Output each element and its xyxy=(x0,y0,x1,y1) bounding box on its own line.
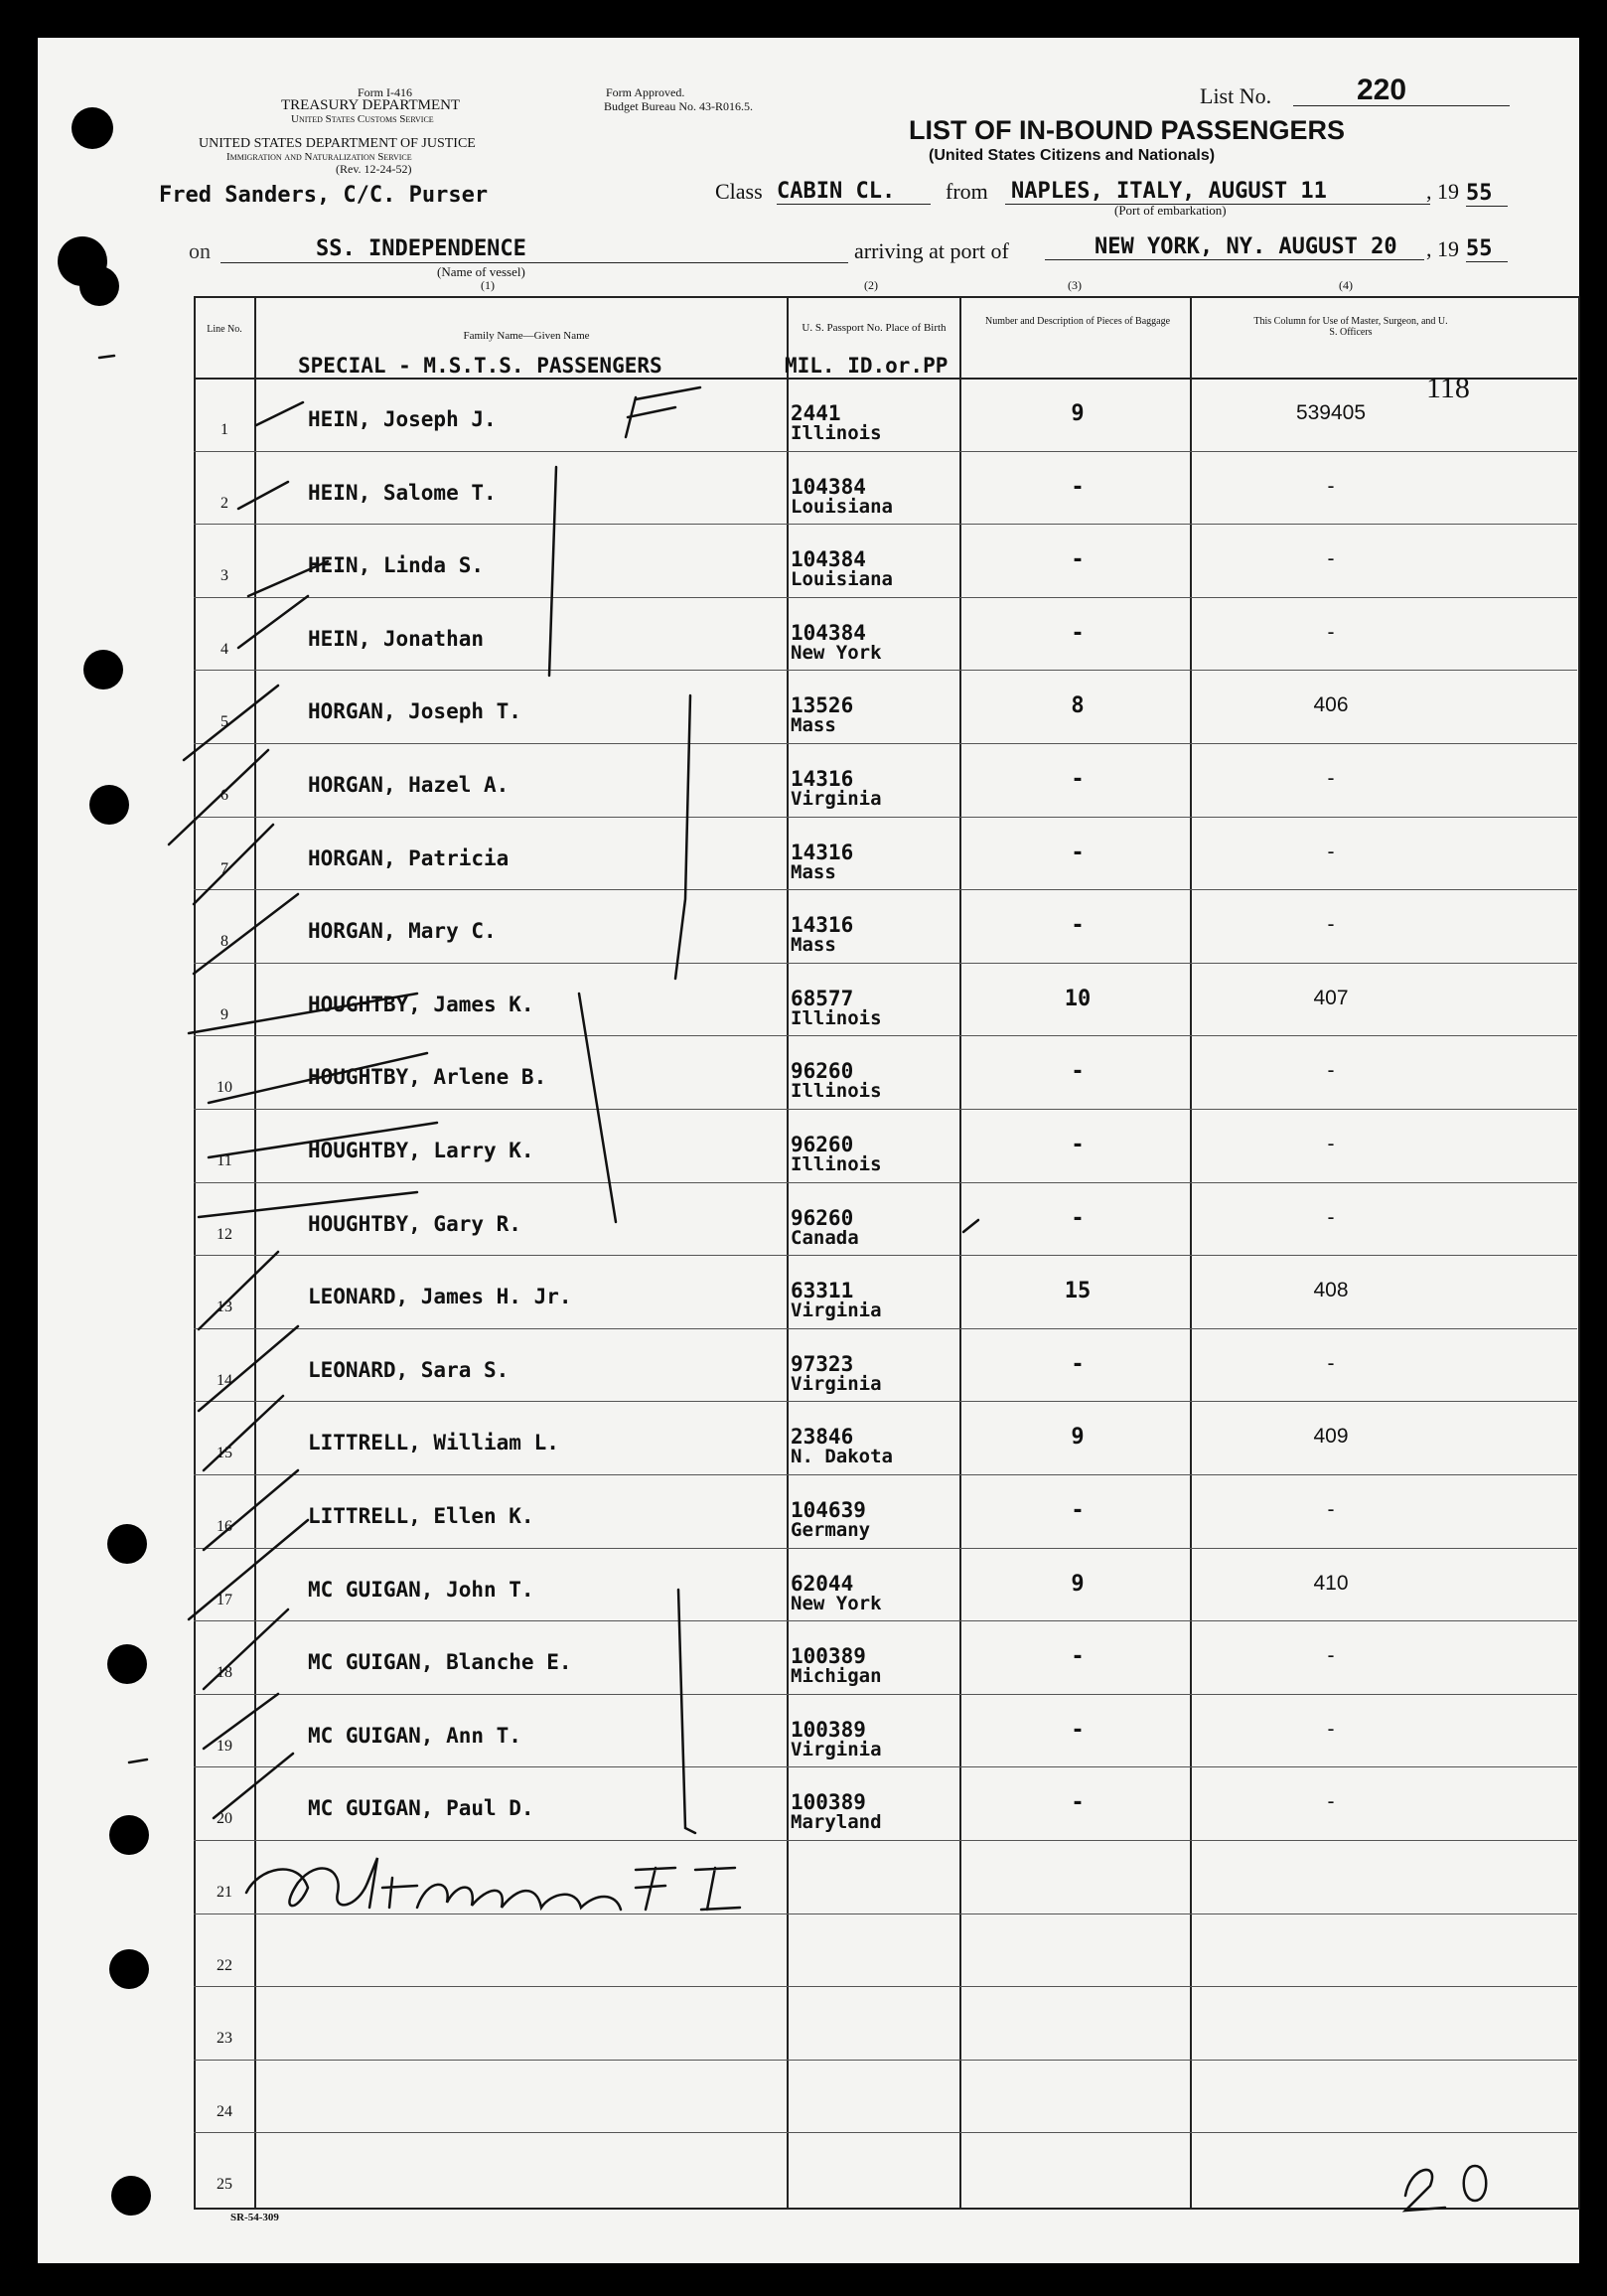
passport-number: 100389 xyxy=(791,1790,866,1815)
line-number: 14 xyxy=(217,1371,232,1389)
check-mark xyxy=(238,482,288,509)
passport-number: 96260 xyxy=(791,1133,854,1156)
line-number: 5 xyxy=(220,713,228,731)
baggage-count: - xyxy=(1071,1133,1085,1157)
baggage-count: 10 xyxy=(1064,986,1092,1011)
baggage-count: - xyxy=(1071,1717,1085,1743)
passenger-name: HEIN, Jonathan xyxy=(308,626,485,651)
check-mark xyxy=(199,1326,298,1411)
form-subtitle: (United States Citizens and Nationals) xyxy=(929,147,1216,164)
officer-use-value: - xyxy=(1327,1133,1335,1155)
year-prefix: , 19 xyxy=(1426,179,1459,204)
place-of-birth: Illinois xyxy=(791,1006,882,1029)
check-mark xyxy=(248,561,328,596)
place-of-birth: Louisiana xyxy=(791,568,893,591)
purser-name: Fred Sanders, C/C. Purser xyxy=(159,183,489,208)
check-mark xyxy=(199,1192,417,1217)
line-number: 4 xyxy=(220,640,228,658)
check-mark xyxy=(199,1252,278,1329)
place-of-birth: Virginia xyxy=(791,1300,882,1322)
check-mark xyxy=(189,994,417,1033)
passport-number: 100389 xyxy=(791,1644,866,1669)
line-number: 3 xyxy=(220,567,228,585)
ins-service: Immigration and Naturalization Service xyxy=(226,151,412,163)
officer-use-value: - xyxy=(1327,1498,1335,1521)
passenger-name: MC GUIGAN, Blanche E. xyxy=(308,1650,572,1675)
check-mark xyxy=(204,1470,298,1550)
officer-use-value: - xyxy=(1327,1644,1335,1668)
line-number: 10 xyxy=(217,1079,232,1097)
passport-number: 13526 xyxy=(791,693,854,718)
place-of-birth: N. Dakota xyxy=(791,1446,893,1468)
place-of-birth: Virginia xyxy=(791,788,882,810)
from-label: from xyxy=(946,179,988,204)
baggage-count: 15 xyxy=(1064,1279,1092,1304)
officer-use-value: 410 xyxy=(1313,1571,1349,1595)
passenger-name: HOUGHTBY, Gary R. xyxy=(308,1211,521,1236)
col3-number: (3) xyxy=(1068,278,1082,292)
line-number: 19 xyxy=(217,1737,232,1755)
line-number: 1 xyxy=(220,421,228,438)
passport-number: 62044 xyxy=(791,1571,854,1596)
revision: (Rev. 12-24-52) xyxy=(336,162,412,176)
arriving-value: NEW YORK, NY. AUGUST 20 xyxy=(1045,234,1424,260)
passenger-name: HORGAN, Mary C. xyxy=(308,919,497,944)
baggage-count: - xyxy=(1071,1498,1085,1523)
passport-number: 104384 xyxy=(791,474,866,499)
vessel-name: SS. INDEPENDENCE xyxy=(316,236,526,261)
check-mark xyxy=(214,1754,293,1818)
line-number: 6 xyxy=(220,787,228,804)
officer-use-value: 408 xyxy=(1313,1279,1349,1302)
customs-service: United States Customs Service xyxy=(291,113,434,125)
place-of-birth: Maryland xyxy=(791,1811,882,1834)
check-mark xyxy=(194,894,298,974)
line-number: 24 xyxy=(217,2102,232,2120)
officer-use-value: - xyxy=(1327,1205,1335,1229)
check-mark xyxy=(204,1694,278,1749)
group-label: SPECIAL - M.S.T.S. PASSENGERS xyxy=(298,354,662,378)
passport-number: 23846 xyxy=(791,1425,854,1450)
baggage-count: 8 xyxy=(1071,693,1085,719)
passenger-name: LITTRELL, Ellen K. xyxy=(308,1504,534,1528)
line-number: 20 xyxy=(217,1810,232,1828)
passenger-name: HOUGHTBY, James K. xyxy=(308,992,534,1016)
officer-use-value: - xyxy=(1327,474,1335,498)
baggage-count: - xyxy=(1071,1205,1085,1231)
page-mark: 118 xyxy=(1426,372,1470,404)
officer-use-value: - xyxy=(1327,1059,1335,1083)
baggage-count: - xyxy=(1071,620,1085,646)
officer-use-value: - xyxy=(1327,620,1335,644)
tick-mark xyxy=(963,1220,978,1232)
baggage-count: - xyxy=(1071,1059,1085,1085)
line-number: 7 xyxy=(220,859,228,877)
form-approved: Form Approved. xyxy=(606,85,685,99)
place-of-birth: Virginia xyxy=(791,1738,882,1760)
passenger-name: HEIN, Linda S. xyxy=(308,553,485,578)
passport-number: 2441 xyxy=(791,401,841,425)
hdr-baggage: Number and Description of Pieces of Baggage xyxy=(984,316,1171,327)
place-of-birth: Mass xyxy=(791,860,836,883)
line-number: 8 xyxy=(220,933,228,951)
line-number: 9 xyxy=(220,1005,228,1023)
list-no-label: List No. xyxy=(1200,83,1272,108)
col2-number: (2) xyxy=(864,278,878,292)
baggage-count: - xyxy=(1071,840,1085,865)
justice-dept: UNITED STATES DEPARTMENT OF JUSTICE xyxy=(199,136,476,151)
hdr-officers: This Column for Use of Master, Surgeon, and U. S. Officers xyxy=(1253,316,1448,338)
check-mark xyxy=(184,686,278,760)
form-title: LIST OF IN-BOUND PASSENGERS xyxy=(909,115,1346,145)
line-number: 11 xyxy=(217,1152,232,1169)
line-number: 2 xyxy=(220,494,228,512)
passenger-name: HEIN, Joseph J. xyxy=(308,407,497,431)
passport-number: 14316 xyxy=(791,913,854,938)
bracket-mark xyxy=(675,695,690,979)
arriving-label: arriving at port of xyxy=(854,238,1009,263)
place-of-birth: Illinois xyxy=(791,1080,882,1103)
place-of-birth: New York xyxy=(791,641,882,664)
stray-dash xyxy=(99,356,114,358)
budget-bureau: Budget Bureau No. 43-R016.5. xyxy=(604,99,753,113)
col4-number: (4) xyxy=(1339,278,1353,292)
line-number: 12 xyxy=(217,1225,232,1243)
check-mark xyxy=(209,1123,437,1157)
check-mark xyxy=(238,596,308,648)
passenger-name: HORGAN, Hazel A. xyxy=(308,773,510,797)
bracket-mark xyxy=(549,467,556,676)
check-mark xyxy=(204,1609,288,1689)
year-1: 55 xyxy=(1466,181,1508,207)
col1-number: (1) xyxy=(481,278,495,292)
passport-number: 96260 xyxy=(791,1059,854,1084)
bracket-mark xyxy=(579,994,616,1222)
passport-number: 100389 xyxy=(791,1717,866,1742)
group-id-label: MIL. ID.or.PP xyxy=(785,354,949,378)
baggage-count: 9 xyxy=(1071,1425,1085,1451)
baggage-count: - xyxy=(1071,1351,1085,1377)
handwritten-f xyxy=(626,387,700,437)
passport-number: 104384 xyxy=(791,547,866,572)
passenger-name: MC GUIGAN, Ann T. xyxy=(308,1723,521,1748)
stray-dash xyxy=(129,1760,147,1762)
check-mark xyxy=(204,1396,283,1470)
hdr-name: Family Name—Given Name xyxy=(463,330,590,342)
from-value: NAPLES, ITALY, AUGUST 11 xyxy=(1005,179,1430,205)
passenger-name: LITTRELL, William L. xyxy=(308,1431,559,1455)
passport-number: 104639 xyxy=(791,1498,866,1522)
place-of-birth: Michigan xyxy=(791,1665,882,1688)
baggage-count: - xyxy=(1071,474,1085,500)
hdr-line-no: Line No. xyxy=(207,324,242,335)
place-of-birth: Germany xyxy=(791,1519,871,1541)
form-number: Form I-416 xyxy=(358,85,412,99)
baggage-count: - xyxy=(1071,913,1085,939)
footer-code: SR-54-309 xyxy=(230,2212,279,2223)
officer-use-value: - xyxy=(1327,767,1335,790)
place-of-birth: New York xyxy=(791,1592,882,1614)
line-number: 22 xyxy=(217,1956,232,1974)
officer-use-value: - xyxy=(1327,1790,1335,1814)
passport-number: 63311 xyxy=(791,1279,854,1303)
line-number: 17 xyxy=(217,1591,232,1608)
hdr-passport: U. S. Passport No. Place of Birth xyxy=(802,322,947,334)
place-of-birth: Illinois xyxy=(791,1153,882,1175)
passenger-name: MC GUIGAN, Paul D. xyxy=(308,1796,534,1821)
port-embarkation-label: (Port of embarkation) xyxy=(1114,203,1227,218)
check-mark xyxy=(194,825,273,904)
bracket-mark xyxy=(678,1590,695,1833)
line-number: 23 xyxy=(217,2030,232,2048)
baggage-count: 9 xyxy=(1071,401,1085,426)
officer-use-value: - xyxy=(1327,547,1335,571)
line-number: 16 xyxy=(217,1518,232,1535)
place-of-birth: Mass xyxy=(791,714,836,737)
passport-number: 68577 xyxy=(791,986,854,1010)
passport-number: 14316 xyxy=(791,767,854,791)
officer-use-value: 407 xyxy=(1313,986,1349,1009)
check-mark xyxy=(256,402,303,425)
passport-number: 104384 xyxy=(791,620,866,645)
line-number: 18 xyxy=(217,1664,232,1682)
passenger-name: HOUGHTBY, Arlene B. xyxy=(308,1065,547,1090)
line-number: 21 xyxy=(217,1884,232,1901)
handwritten-signature xyxy=(246,1858,740,1910)
on-label: on xyxy=(189,238,211,263)
passenger-name: LEONARD, Sara S. xyxy=(308,1357,510,1382)
treasury-dept: TREASURY DEPARTMENT xyxy=(281,97,461,113)
check-mark xyxy=(209,1053,427,1103)
vessel-label: (Name of vessel) xyxy=(437,264,525,279)
baggage-count: - xyxy=(1071,547,1085,573)
class-value: CABIN CL. xyxy=(777,179,931,205)
passenger-name: MC GUIGAN, John T. xyxy=(308,1577,534,1602)
officer-use-value: - xyxy=(1327,913,1335,937)
line-number: 13 xyxy=(217,1299,232,1316)
year-prefix-2: , 19 xyxy=(1426,236,1459,261)
baggage-count: - xyxy=(1071,1644,1085,1670)
officer-use-value: 406 xyxy=(1313,693,1349,717)
passenger-name: HORGAN, Joseph T. xyxy=(308,699,521,724)
passenger-name: HEIN, Salome T. xyxy=(308,480,497,505)
officer-use-value: - xyxy=(1327,840,1335,863)
passport-number: 14316 xyxy=(791,840,854,864)
place-of-birth: Mass xyxy=(791,934,836,957)
check-mark xyxy=(169,750,268,844)
officer-use-value: 409 xyxy=(1313,1425,1349,1449)
passenger-name: HORGAN, Patricia xyxy=(308,845,510,870)
line-number: 15 xyxy=(217,1445,232,1462)
passport-number: 96260 xyxy=(791,1205,854,1230)
officer-use-value: - xyxy=(1327,1717,1335,1741)
check-mark xyxy=(189,1520,308,1619)
baggage-count: 9 xyxy=(1071,1571,1085,1597)
officer-use-value: - xyxy=(1327,1351,1335,1375)
place-of-birth: Illinois xyxy=(791,422,882,444)
place-of-birth: Virginia xyxy=(791,1372,882,1395)
passenger-name: LEONARD, James H. Jr. xyxy=(308,1285,572,1309)
place-of-birth: Louisiana xyxy=(791,495,893,518)
baggage-count: - xyxy=(1071,1790,1085,1816)
list-no-value: 220 xyxy=(1357,74,1407,106)
place-of-birth: Canada xyxy=(791,1226,859,1249)
passport-number: 97323 xyxy=(791,1351,854,1376)
passenger-name: HOUGHTBY, Larry K. xyxy=(308,1139,534,1162)
officer-use-value: 539405 xyxy=(1295,401,1367,424)
class-label: Class xyxy=(715,179,763,204)
year-2: 55 xyxy=(1466,236,1508,262)
line-number: 25 xyxy=(217,2176,232,2194)
baggage-count: - xyxy=(1071,767,1085,792)
